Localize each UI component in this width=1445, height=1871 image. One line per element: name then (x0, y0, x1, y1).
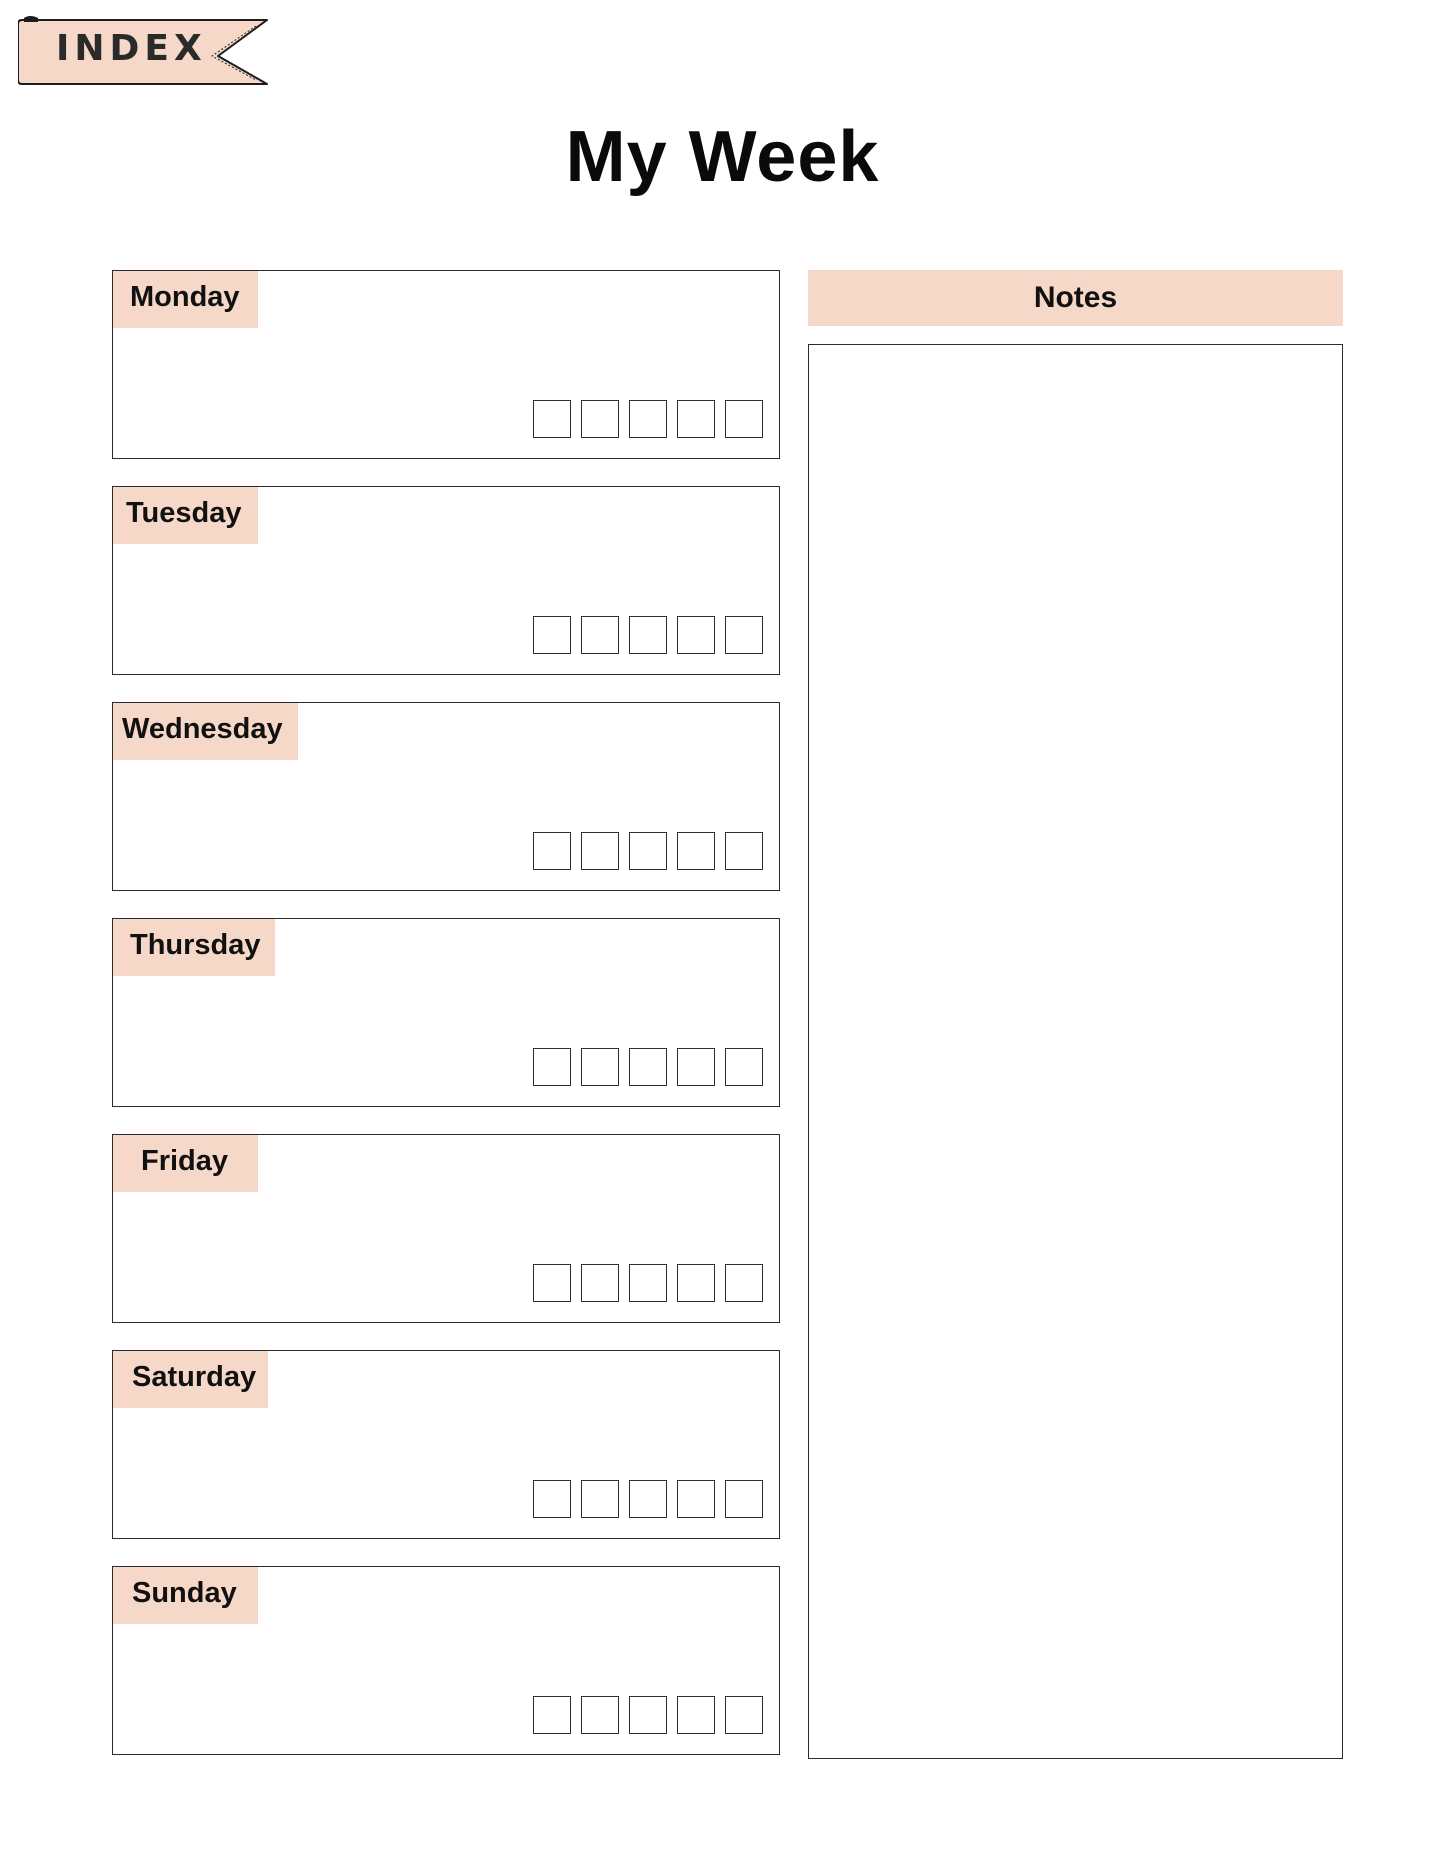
day-checkbox[interactable] (581, 616, 619, 654)
day-box-saturday (112, 1350, 780, 1539)
index-tab-button[interactable] (18, 14, 274, 88)
day-box-sunday (112, 1566, 780, 1755)
day-checkbox[interactable] (629, 832, 667, 870)
day-checkbox[interactable] (629, 1048, 667, 1086)
day-label-tuesday: Tuesday (126, 497, 242, 529)
day-checkbox[interactable] (581, 400, 619, 438)
day-checkbox[interactable] (533, 616, 571, 654)
day-checkbox[interactable] (581, 1696, 619, 1734)
checkbox-row (533, 400, 763, 438)
day-label-bg (113, 1351, 268, 1408)
day-box-tuesday (112, 486, 780, 675)
day-checkbox[interactable] (581, 832, 619, 870)
day-label-monday: Monday (130, 281, 240, 313)
day-box-thursday (112, 918, 780, 1107)
day-label-bg (113, 271, 258, 328)
day-checkbox[interactable] (725, 1048, 763, 1086)
notes-area[interactable] (808, 344, 1343, 1759)
day-checkbox[interactable] (725, 832, 763, 870)
day-label-bg (113, 919, 275, 976)
day-checkbox[interactable] (629, 1480, 667, 1518)
checkbox-row (533, 832, 763, 870)
day-checkbox[interactable] (581, 1048, 619, 1086)
day-box-monday (112, 270, 780, 459)
page-title: My Week (565, 117, 880, 197)
checkbox-row (533, 616, 763, 654)
day-checkbox[interactable] (725, 1696, 763, 1734)
day-checkbox[interactable] (725, 1480, 763, 1518)
index-tab-label: INDEX (56, 28, 207, 69)
day-checkbox[interactable] (533, 832, 571, 870)
day-box-wednesday (112, 702, 780, 891)
day-label-wednesday: Wednesday (122, 713, 283, 745)
checkbox-row (533, 1048, 763, 1086)
day-checkbox[interactable] (677, 1048, 715, 1086)
day-checkbox[interactable] (533, 1696, 571, 1734)
day-checkbox[interactable] (629, 616, 667, 654)
day-checkbox[interactable] (533, 1048, 571, 1086)
day-checkbox[interactable] (581, 1264, 619, 1302)
day-label-bg (113, 1567, 258, 1624)
day-checkbox[interactable] (677, 400, 715, 438)
day-checkbox[interactable] (677, 1264, 715, 1302)
day-box-friday (112, 1134, 780, 1323)
day-label-saturday: Saturday (132, 1361, 257, 1393)
day-checkbox[interactable] (629, 1696, 667, 1734)
checkbox-row (533, 1264, 763, 1302)
day-label-thursday: Thursday (130, 929, 261, 961)
day-checkbox[interactable] (533, 1480, 571, 1518)
day-checkbox[interactable] (677, 1696, 715, 1734)
day-checkbox[interactable] (581, 1480, 619, 1518)
day-label-bg (113, 703, 298, 760)
checkbox-row (533, 1480, 763, 1518)
day-checkbox[interactable] (725, 400, 763, 438)
day-checkbox[interactable] (677, 616, 715, 654)
notes-header (808, 270, 1343, 326)
day-checkbox[interactable] (725, 616, 763, 654)
notes-title: Notes (1033, 281, 1118, 314)
day-label-bg (113, 1135, 258, 1192)
day-checkbox[interactable] (533, 1264, 571, 1302)
day-checkbox[interactable] (677, 832, 715, 870)
day-checkbox[interactable] (533, 400, 571, 438)
day-checkbox[interactable] (629, 1264, 667, 1302)
day-label-sunday: Sunday (132, 1577, 237, 1609)
day-label-bg (113, 487, 258, 544)
day-checkbox[interactable] (725, 1264, 763, 1302)
checkbox-row (533, 1696, 763, 1734)
day-checkbox[interactable] (677, 1480, 715, 1518)
day-checkbox[interactable] (629, 400, 667, 438)
day-label-friday: Friday (141, 1145, 229, 1177)
